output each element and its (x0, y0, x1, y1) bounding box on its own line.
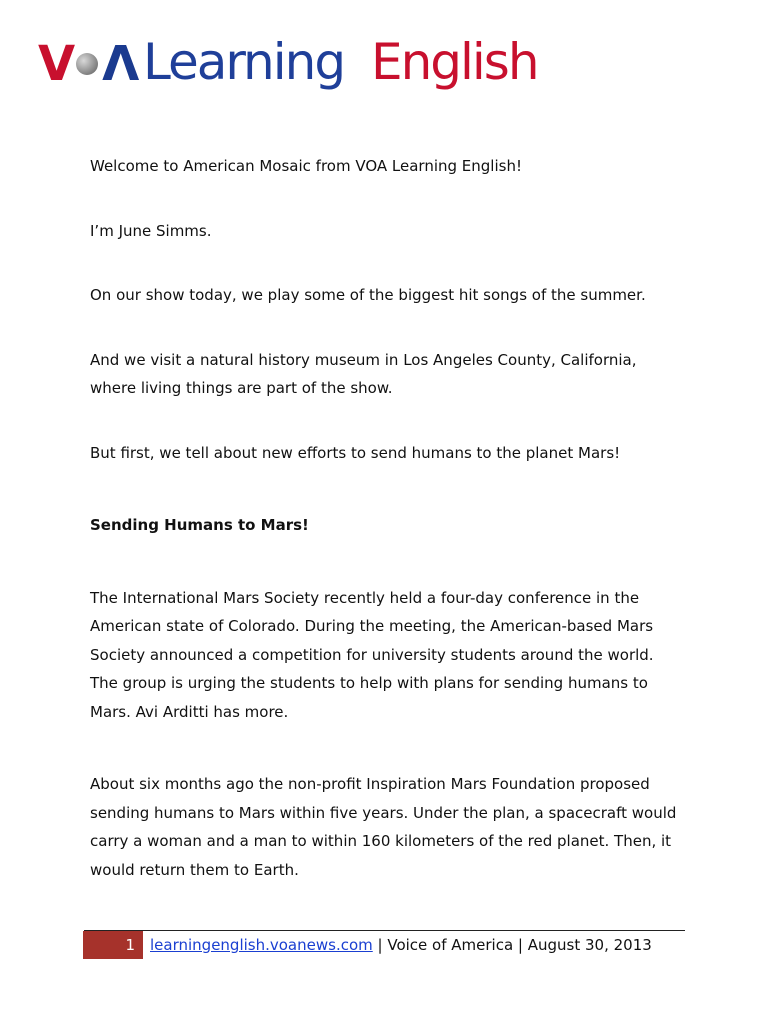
paragraph-welcome: Welcome to American Mosaic from VOA Learning English! (90, 157, 522, 175)
logo-a: Λ (102, 36, 139, 92)
page-number: 1 (83, 931, 143, 959)
footer-separator: | (513, 936, 528, 954)
paragraph-host: I’m June Simms. (90, 221, 212, 240)
footer-date: August 30, 2013 (527, 936, 652, 954)
footer-source: Voice of America (387, 936, 514, 954)
paragraph-museum: And we visit a natural history museum in Los Angeles County, California, where living things are part of the show. (90, 350, 637, 397)
footer-text (150, 931, 652, 959)
voa-learning-english-logo (38, 30, 558, 106)
paragraph-inspiration-mars: About six months ago the non-profit Inspiration Mars Foundation proposed sending humans to Mars within five years. Under the plan, a spacecraft would carry a woman and a man to within 160 kilometers of the red planet. Then, it would return them to Earth. (90, 775, 677, 879)
logo-v: V (38, 36, 75, 92)
footer-separator: | (372, 936, 388, 954)
paragraph-show-today: On our show today, we play some of the biggest hit songs of the summer. (90, 286, 646, 304)
logo-dot-icon (76, 53, 98, 75)
logo-learning-text: Learning (143, 33, 345, 91)
document-body (90, 152, 680, 884)
footer-website-link[interactable]: learningenglish.voanews.com (150, 936, 373, 954)
logo-english-text: English (371, 33, 538, 91)
paragraph-mars-intro: But first, we tell about new efforts to send humans to the planet Mars! (90, 443, 621, 462)
section-heading: Sending Humans to Mars! (90, 516, 309, 534)
paragraph-mars-society: The International Mars Society recently held a four-day conference in the American state of Colorado. During the meeting, the American-based Mars Society announced a competition for university students around the world. The group is urging the students to help with plans for sending humans to Mars. Avi Arditti has more. (90, 588, 654, 721)
voa-logo-mark (38, 34, 138, 94)
